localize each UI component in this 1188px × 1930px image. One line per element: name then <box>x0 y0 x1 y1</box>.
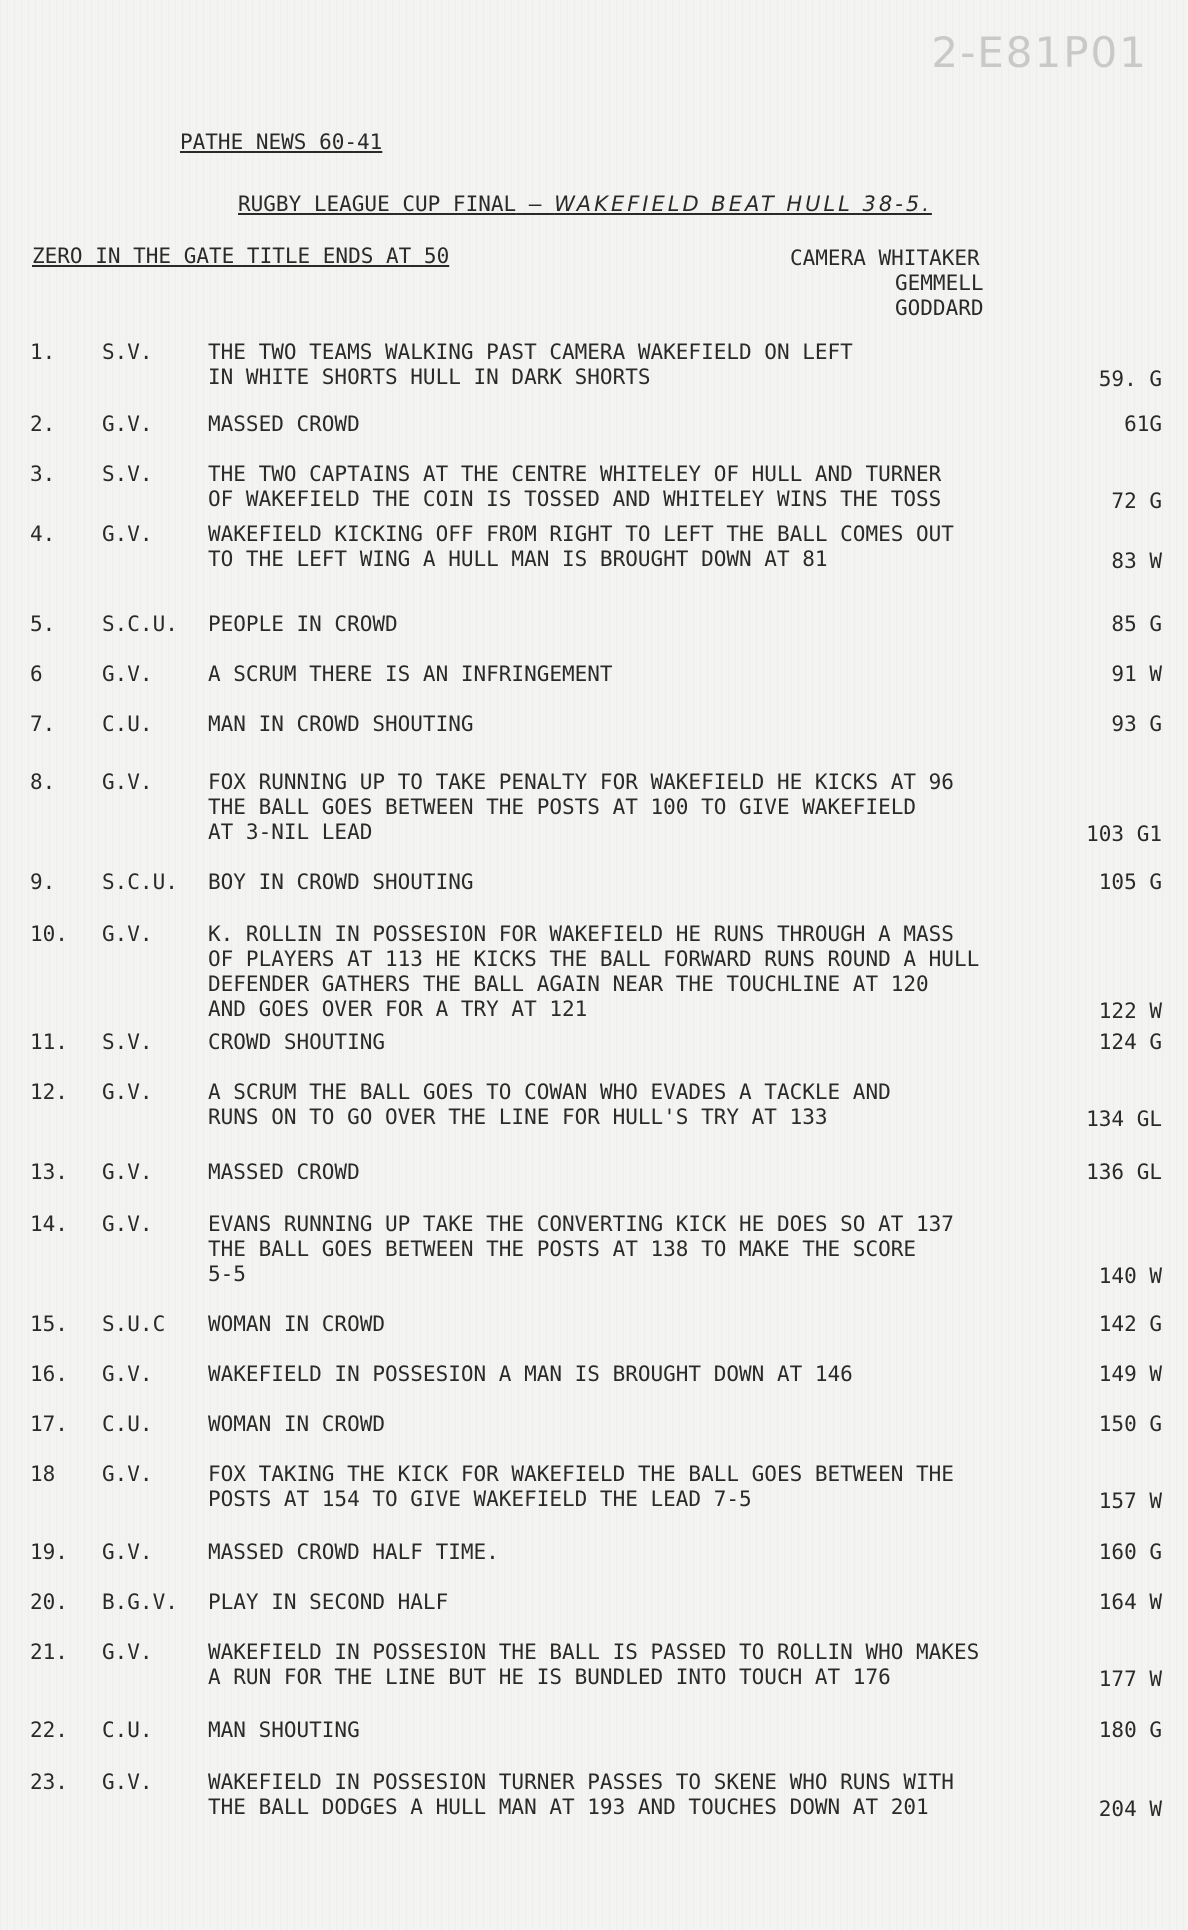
description-line: DEFENDER GATHERS THE BALL AGAIN NEAR THE TOUCHLINE AT 120 <box>208 972 929 996</box>
shot-number: 21. <box>30 1640 68 1664</box>
description-line: RUNS ON TO GO OVER THE LINE FOR HULL'S TRY AT 133 <box>208 1105 828 1129</box>
description-line: AND GOES OVER FOR A TRY AT 121 <box>208 997 588 1021</box>
footage-count: 122 W <box>1098 999 1162 1023</box>
shot-description <box>208 1362 1108 1387</box>
shot-number: 4. <box>30 522 56 546</box>
description-line: EVANS RUNNING UP TAKE THE CONVERTING KICK HE DOES SO AT 137 <box>208 1212 954 1236</box>
shot-type: G.V. <box>102 1212 153 1236</box>
shot-description <box>208 340 1108 390</box>
description-line: THE TWO TEAMS WALKING PAST CAMERA WAKEFIELD ON LEFT <box>208 340 853 364</box>
camera-name: GODDARD <box>895 296 984 320</box>
description-line: THE BALL GOES BETWEEN THE POSTS AT 100 TO GIVE WAKEFIELD <box>208 795 917 819</box>
shot-description <box>208 712 1108 737</box>
footage-count: 142 G <box>1098 1312 1162 1336</box>
shot-type: G.V. <box>102 1640 153 1664</box>
shot-number: 1. <box>30 340 56 364</box>
description-line: K. ROLLIN IN POSSESION FOR WAKEFIELD HE RUNS THROUGH A MASS <box>208 922 954 946</box>
description-line: WOMAN IN CROWD <box>208 1312 386 1336</box>
description-line: OF WAKEFIELD THE COIN IS TOSSED AND WHITELEY WINS THE TOSS <box>208 487 942 511</box>
shot-description <box>208 922 1108 1022</box>
description-line: THE TWO CAPTAINS AT THE CENTRE WHITELEY OF HULL AND TURNER <box>208 462 942 486</box>
shot-number: 10. <box>30 922 68 946</box>
shot-number: 9. <box>30 870 56 894</box>
description-line: BOY IN CROWD SHOUTING <box>208 870 474 894</box>
shot-type: G.V. <box>102 1080 153 1104</box>
shot-type: B.G.V. <box>102 1590 178 1614</box>
description-line: A SCRUM THERE IS AN INFRINGEMENT <box>208 662 613 686</box>
shot-type: C.U. <box>102 1412 153 1436</box>
description-line: A RUN FOR THE LINE BUT HE IS BUNDLED INTO TOUCH AT 176 <box>208 1665 891 1689</box>
description-line: MAN IN CROWD SHOUTING <box>208 712 474 736</box>
shot-number: 6 <box>30 662 43 686</box>
description-line: MASSED CROWD <box>208 1160 360 1184</box>
shot-number: 3. <box>30 462 56 486</box>
shot-type: S.U.C <box>102 1312 166 1336</box>
shot-description <box>208 1640 1108 1690</box>
footage-count: 61G <box>1124 412 1162 436</box>
description-line: CROWD SHOUTING <box>208 1030 386 1054</box>
footage-count: 160 G <box>1098 1540 1162 1564</box>
footage-count: 180 G <box>1098 1718 1162 1742</box>
footage-count: 140 W <box>1098 1264 1162 1288</box>
description-line: TO THE LEFT WING A HULL MAN IS BROUGHT DOWN AT 81 <box>208 547 828 571</box>
description-line: FOX TAKING THE KICK FOR WAKEFIELD THE BALL GOES BETWEEN THE <box>208 1462 954 1486</box>
shot-description <box>208 1160 1108 1185</box>
description-line: POSTS AT 154 TO GIVE WAKEFIELD THE LEAD 7-5 <box>208 1487 752 1511</box>
shot-number: 20. <box>30 1590 68 1614</box>
shot-number: 15. <box>30 1312 68 1336</box>
shot-type: S.V. <box>102 462 153 486</box>
shot-description <box>208 1540 1108 1565</box>
footage-count: 157 W <box>1098 1489 1162 1513</box>
footage-count: 134 GL <box>1086 1107 1162 1131</box>
footage-count: 91 W <box>1111 662 1162 686</box>
archive-reference: 2-E81P01 <box>931 28 1148 77</box>
shot-description <box>208 870 1108 895</box>
shot-number: 8. <box>30 770 56 794</box>
shot-description <box>208 1412 1108 1437</box>
description-line: WAKEFIELD IN POSSESION THE BALL IS PASSED TO ROLLIN WHO MAKES <box>208 1640 980 1664</box>
shot-description <box>208 1462 1108 1512</box>
shot-number: 2. <box>30 412 56 436</box>
shot-description <box>208 1770 1108 1820</box>
shot-type: G.V. <box>102 1462 153 1486</box>
shot-number: 17. <box>30 1412 68 1436</box>
description-line: WAKEFIELD IN POSSESION TURNER PASSES TO SKENE WHO RUNS WITH <box>208 1770 954 1794</box>
camera-block <box>790 246 984 321</box>
footage-count: 72 G <box>1111 489 1162 513</box>
shot-type: S.V. <box>102 1030 153 1054</box>
footage-count: 149 W <box>1098 1362 1162 1386</box>
footage-count: 177 W <box>1098 1667 1162 1691</box>
shot-type: S.C.U. <box>102 612 178 636</box>
shot-number: 11. <box>30 1030 68 1054</box>
description-line: MASSED CROWD HALF TIME. <box>208 1540 499 1564</box>
shot-number: 7. <box>30 712 56 736</box>
shot-type: G.V. <box>102 770 153 794</box>
description-line: THE BALL GOES BETWEEN THE POSTS AT 138 TO MAKE THE SCORE <box>208 1237 917 1261</box>
shot-description <box>208 412 1108 437</box>
newsreel-title: PATHE NEWS 60-41 <box>180 130 383 154</box>
footage-count: 204 W <box>1098 1797 1162 1821</box>
footage-count: 85 G <box>1111 612 1162 636</box>
description-line: PEOPLE IN CROWD <box>208 612 398 636</box>
shot-number: 23. <box>30 1770 68 1794</box>
camera-label: CAMERA <box>790 246 866 270</box>
shot-number: 14. <box>30 1212 68 1236</box>
shot-number: 5. <box>30 612 56 636</box>
camera-name: WHITAKER <box>878 246 980 270</box>
footage-count: 105 G <box>1098 870 1162 894</box>
footage-count: 124 G <box>1098 1030 1162 1054</box>
description-line: PLAY IN SECOND HALF <box>208 1590 449 1614</box>
shot-type: S.C.U. <box>102 870 178 894</box>
shot-description <box>208 662 1108 687</box>
footage-count: 150 G <box>1098 1412 1162 1436</box>
description-line: WAKEFIELD IN POSSESION A MAN IS BROUGHT DOWN AT 146 <box>208 1362 853 1386</box>
shot-type: G.V. <box>102 522 153 546</box>
shot-type: G.V. <box>102 662 153 686</box>
shot-description <box>208 770 1108 845</box>
footage-count: 93 G <box>1111 712 1162 736</box>
shot-description <box>208 1312 1108 1337</box>
description-line: WAKEFIELD KICKING OFF FROM RIGHT TO LEFT THE BALL COMES OUT <box>208 522 954 546</box>
shot-description <box>208 1212 1108 1287</box>
description-line: 5-5 <box>208 1262 246 1286</box>
shot-description <box>208 522 1108 572</box>
zero-note: ZERO IN THE GATE TITLE ENDS AT 50 <box>32 244 450 268</box>
shot-number: 13. <box>30 1160 68 1184</box>
description-line: WOMAN IN CROWD <box>208 1412 386 1436</box>
shot-number: 12. <box>30 1080 68 1104</box>
footage-count: 164 W <box>1098 1590 1162 1614</box>
handwritten-result: WAKEFIELD BEAT HULL 38-5. <box>554 192 932 216</box>
footage-count: 83 W <box>1111 549 1162 573</box>
shot-type: C.U. <box>102 1718 153 1742</box>
description-line: AT 3-NIL LEAD <box>208 820 373 844</box>
description-line: IN WHITE SHORTS HULL IN DARK SHORTS <box>208 365 651 389</box>
story-title: RUGBY LEAGUE CUP FINAL – WAKEFIELD BEAT HULL 38-5. <box>238 192 932 216</box>
shot-type: G.V. <box>102 922 153 946</box>
shot-description <box>208 1590 1108 1615</box>
shot-description <box>208 462 1108 512</box>
description-line: FOX RUNNING UP TO TAKE PENALTY FOR WAKEFIELD HE KICKS AT 96 <box>208 770 954 794</box>
shot-description <box>208 1718 1108 1743</box>
camera-name: GEMMELL <box>895 271 984 295</box>
shot-number: 19. <box>30 1540 68 1564</box>
shot-type: C.U. <box>102 712 153 736</box>
description-line: MASSED CROWD <box>208 412 360 436</box>
shot-number: 18 <box>30 1462 56 1486</box>
shot-type: G.V. <box>102 1362 153 1386</box>
description-line: THE BALL DODGES A HULL MAN AT 193 AND TOUCHES DOWN AT 201 <box>208 1795 929 1819</box>
shot-number: 16. <box>30 1362 68 1386</box>
shot-type: S.V. <box>102 340 153 364</box>
footage-count: 136 GL <box>1086 1160 1162 1184</box>
description-line: MAN SHOUTING <box>208 1718 360 1742</box>
footage-count: 59. G <box>1098 367 1162 391</box>
shot-description <box>208 1080 1108 1130</box>
footage-count: 103 G1 <box>1086 822 1162 846</box>
description-line: OF PLAYERS AT 113 HE KICKS THE BALL FORWARD RUNS ROUND A HULL <box>208 947 980 971</box>
shot-type: G.V. <box>102 1770 153 1794</box>
shot-type: G.V. <box>102 1540 153 1564</box>
description-line: A SCRUM THE BALL GOES TO COWAN WHO EVADES A TACKLE AND <box>208 1080 891 1104</box>
shot-description <box>208 1030 1108 1055</box>
shot-description <box>208 612 1108 637</box>
shot-type: G.V. <box>102 412 153 436</box>
shot-number: 22. <box>30 1718 68 1742</box>
shot-type: G.V. <box>102 1160 153 1184</box>
